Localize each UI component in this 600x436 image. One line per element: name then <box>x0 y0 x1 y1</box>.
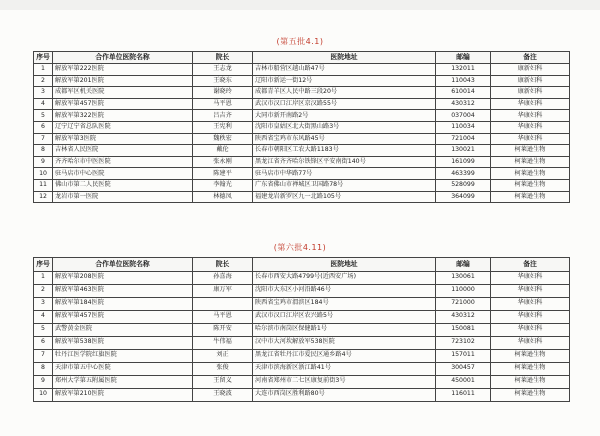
cell-row-index: 10 <box>34 168 53 180</box>
column-header-row-index: 序号 <box>34 52 53 64</box>
cell-postal-code: 130021 <box>436 145 491 157</box>
cell-remark: 康新妇科 <box>491 64 570 76</box>
table-row <box>34 179 570 191</box>
cell-hospital-address: 广东省佛山市禅城区卫国路78号 <box>253 179 436 191</box>
cell-hospital-name: 解放军第210医院 <box>53 388 193 401</box>
cell-hospital-address: 陕西省宝鸡市东风路45号 <box>253 133 436 145</box>
column-header-remark: 备注 <box>491 52 570 64</box>
cell-dean-name: 魏秩宏 <box>193 133 253 145</box>
cell-remark: 华康妇科 <box>491 98 570 110</box>
cell-postal-code: 450001 <box>436 375 491 388</box>
cell-postal-code: 130061 <box>436 271 491 284</box>
cell-hospital-address: 沈阳市大东区小河沿路46号 <box>253 284 436 297</box>
column-header-row-index: 序号 <box>34 258 53 272</box>
cell-dean-name: 吕吉齐 <box>193 110 253 122</box>
cell-hospital-address: 长春市西安大路4799号(近西安广场) <box>253 271 436 284</box>
cell-dean-name: 谢晓玲 <box>193 87 253 99</box>
cell-hospital-address: 吉林市船营区越山路47号 <box>253 64 436 76</box>
table-row <box>34 323 570 336</box>
cell-postal-code: 300457 <box>436 362 491 375</box>
cell-hospital-address: 哈尔滨市南岗区保健路1号 <box>253 323 436 336</box>
cell-row-index: 7 <box>34 349 53 362</box>
cell-hospital-address: 武汉市汉口江岸区农兴路5号 <box>253 310 436 323</box>
cell-remark: 华康妇科 <box>491 284 570 297</box>
table-row <box>34 156 570 168</box>
cell-hospital-address: 辽阳市新运一街12号 <box>253 75 436 87</box>
cell-row-index: 6 <box>34 336 53 349</box>
cell-hospital-address: 福建龙岩新罗区九一北路105号 <box>253 191 436 203</box>
table-header-row <box>34 52 570 64</box>
cell-remark: 康新妇科 <box>491 87 570 99</box>
cell-row-index: 6 <box>34 121 53 133</box>
cell-dean-name: 李翰光 <box>193 179 253 191</box>
table-row <box>34 362 570 375</box>
cell-row-index: 8 <box>34 362 53 375</box>
table-row <box>34 336 570 349</box>
cell-postal-code: 721000 <box>436 297 491 310</box>
cell-postal-code: 110043 <box>436 75 491 87</box>
cell-dean-name: 牛伟福 <box>193 336 253 349</box>
cell-hospital-name: 成都军区机关医院 <box>53 87 193 99</box>
cell-hospital-name: 解放军第457医院 <box>53 310 193 323</box>
table-row <box>34 87 570 99</box>
cell-postal-code: 116011 <box>436 388 491 401</box>
cell-hospital-address: 沈阳市皇姑区北大街黑山路3号 <box>253 121 436 133</box>
table-row <box>34 98 570 110</box>
batch6-table <box>33 257 570 402</box>
cell-row-index: 7 <box>34 133 53 145</box>
cell-dean-name: 王志龙 <box>193 64 253 76</box>
cell-postal-code: 528099 <box>436 179 491 191</box>
cell-postal-code: 110000 <box>436 284 491 297</box>
cell-postal-code: 161099 <box>436 156 491 168</box>
column-header-hospital-name: 合作单位医院名称 <box>53 52 193 64</box>
cell-postal-code: 110034 <box>436 121 491 133</box>
table-row <box>34 375 570 388</box>
cell-postal-code: 430312 <box>436 310 491 323</box>
table-row <box>34 271 570 284</box>
cell-dean-name <box>193 297 253 310</box>
top-strip <box>0 0 600 10</box>
cell-dean-name: 林德凤 <box>193 191 253 203</box>
cell-row-index: 2 <box>34 284 53 297</box>
cell-hospital-name: 解放军第222医院 <box>53 64 193 76</box>
cell-remark: 柯莱逊生物 <box>491 156 570 168</box>
cell-hospital-name: 解放军第322医院 <box>53 110 193 122</box>
cell-dean-name: 张俊 <box>193 362 253 375</box>
cell-dean-name: 马平恩 <box>193 310 253 323</box>
cell-row-index: 12 <box>34 191 53 203</box>
cell-postal-code: 132011 <box>436 64 491 76</box>
cell-postal-code: 430312 <box>436 98 491 110</box>
cell-row-index: 11 <box>34 179 53 191</box>
cell-postal-code: 610014 <box>436 87 491 99</box>
table-row <box>34 133 570 145</box>
table-row <box>34 388 570 401</box>
table-row <box>34 145 570 157</box>
cell-hospital-name: 齐齐哈尔市中医医院 <box>53 156 193 168</box>
cell-postal-code: 723102 <box>436 336 491 349</box>
cell-dean-name: 孙喜海 <box>193 271 253 284</box>
cell-row-index: 3 <box>34 297 53 310</box>
batch6-title: (第六批4.11) <box>273 243 327 252</box>
cell-remark: 柯莱逊生物 <box>491 349 570 362</box>
cell-hospital-name: 解放军第184医院 <box>53 297 193 310</box>
cell-hospital-name: 郑州大学第五附属医院 <box>53 375 193 388</box>
cell-row-index: 1 <box>34 64 53 76</box>
cell-dean-name: 王晓东 <box>193 75 253 87</box>
cell-remark: 康新妇科 <box>491 75 570 87</box>
cell-hospital-name: 驻马店市中心医院 <box>53 168 193 180</box>
table-row <box>34 284 570 297</box>
cell-row-index: 2 <box>34 75 53 87</box>
cell-hospital-name: 龙岩市第一医院 <box>53 191 193 203</box>
cell-remark: 华康妇科 <box>491 297 570 310</box>
cell-hospital-address: 驻马店市中华路77号 <box>253 168 436 180</box>
cell-remark: 柯莱逊生物 <box>491 375 570 388</box>
column-header-hospital-address: 医院地址 <box>253 258 436 272</box>
cell-row-index: 1 <box>34 271 53 284</box>
cell-row-index: 5 <box>34 323 53 336</box>
cell-dean-name: 王晓波 <box>193 388 253 401</box>
cell-hospital-address: 大同市新开南路2号 <box>253 110 436 122</box>
cell-hospital-name: 辽宁辽宁省总队医院 <box>53 121 193 133</box>
cell-dean-name: 王留义 <box>193 375 253 388</box>
cell-dean-name: 康万军 <box>193 284 253 297</box>
cell-row-index: 4 <box>34 310 53 323</box>
cell-dean-name: 陈建平 <box>193 168 253 180</box>
cell-remark: 华康妇科 <box>491 121 570 133</box>
cell-hospital-address: 陕西省宝鸡市渭滨区184号 <box>253 297 436 310</box>
cell-hospital-name: 解放军第457医院 <box>53 98 193 110</box>
cell-postal-code: 364099 <box>436 191 491 203</box>
table-row <box>34 121 570 133</box>
table-row <box>34 110 570 122</box>
cell-hospital-address: 长春市朝阳区工农大路1183号 <box>253 145 436 157</box>
table-row <box>34 310 570 323</box>
cell-postal-code: 463399 <box>436 168 491 180</box>
cell-remark: 柯莱逊生物 <box>491 168 570 180</box>
cell-row-index: 9 <box>34 156 53 168</box>
cell-hospital-address: 黑龙江省齐齐哈尔铁锋区平安南街140号 <box>253 156 436 168</box>
cell-postal-code: 157011 <box>436 349 491 362</box>
cell-hospital-name: 武警黄金医院 <box>53 323 193 336</box>
cell-hospital-name: 解放军第538医院 <box>53 336 193 349</box>
cell-hospital-name: 吉林省人民医院 <box>53 145 193 157</box>
table-row <box>34 64 570 76</box>
cell-remark: 华康妇科 <box>491 133 570 145</box>
column-header-dean-name: 院长 <box>193 258 253 272</box>
cell-hospital-address: 汉中市大河坎解放军538医院 <box>253 336 436 349</box>
cell-remark: 柯莱逊生物 <box>491 388 570 401</box>
cell-dean-name: 刘正 <box>193 349 253 362</box>
cell-dean-name: 戴伦 <box>193 145 253 157</box>
cell-postal-code: 150081 <box>436 323 491 336</box>
batch5-table <box>33 51 570 203</box>
cell-row-index: 10 <box>34 388 53 401</box>
table-row <box>34 191 570 203</box>
column-header-remark: 备注 <box>491 258 570 272</box>
cell-hospital-address: 成都青羊区人民中路三段20号 <box>253 87 436 99</box>
column-header-hospital-name: 合作单位医院名称 <box>53 258 193 272</box>
cell-hospital-name: 佛山市第二人民医院 <box>53 179 193 191</box>
cell-remark: 柯莱逊生物 <box>491 179 570 191</box>
table-header-row <box>34 258 570 272</box>
cell-hospital-name: 解放军第201医院 <box>53 75 193 87</box>
cell-remark: 华康妇科 <box>491 271 570 284</box>
cell-remark: 华康妇科 <box>491 310 570 323</box>
cell-remark: 华康妇科 <box>491 336 570 349</box>
cell-row-index: 9 <box>34 375 53 388</box>
cell-hospital-name: 解放军第208医院 <box>53 271 193 284</box>
cell-hospital-name: 解放军第463医院 <box>53 284 193 297</box>
cell-postal-code: 037004 <box>436 110 491 122</box>
cell-row-index: 3 <box>34 87 53 99</box>
cell-dean-name: 张永刚 <box>193 156 253 168</box>
cell-remark: 柯莱逊生物 <box>491 191 570 203</box>
cell-dean-name: 王宪利 <box>193 121 253 133</box>
cell-dean-name: 马平恩 <box>193 98 253 110</box>
column-header-postal-code: 邮编 <box>436 258 491 272</box>
cell-hospital-name: 牡丹江医学院红旗医院 <box>53 349 193 362</box>
cell-postal-code: 721004 <box>436 133 491 145</box>
cell-row-index: 8 <box>34 145 53 157</box>
cell-remark: 柯莱逊生物 <box>491 145 570 157</box>
column-header-postal-code: 邮编 <box>436 52 491 64</box>
cell-hospital-address: 武汉市汉口江岸区京汉路55号 <box>253 98 436 110</box>
cell-hospital-address: 天津市滨海新区浙江路41号 <box>253 362 436 375</box>
table-row <box>34 349 570 362</box>
table-row <box>34 75 570 87</box>
cell-row-index: 5 <box>34 110 53 122</box>
table-row <box>34 168 570 180</box>
cell-remark: 华康妇科 <box>491 110 570 122</box>
cell-hospital-address: 黑龙江省牡丹江市爱民区通乡路4号 <box>253 349 436 362</box>
cell-hospital-name: 天津市第五中心医院 <box>53 362 193 375</box>
cell-remark: 华康妇科 <box>491 323 570 336</box>
cell-row-index: 4 <box>34 98 53 110</box>
cell-hospital-name: 解放军第3医院 <box>53 133 193 145</box>
cell-hospital-address: 河南省郑州市二七区康复前街3号 <box>253 375 436 388</box>
column-header-dean-name: 院长 <box>193 52 253 64</box>
column-header-hospital-address: 医院地址 <box>253 52 436 64</box>
cell-hospital-address: 大连市西岗区胜利路80号 <box>253 388 436 401</box>
table-row <box>34 297 570 310</box>
cell-dean-name: 陈开安 <box>193 323 253 336</box>
batch5-title: (第五批4.1) <box>276 37 324 46</box>
cell-remark: 柯莱逊生物 <box>491 362 570 375</box>
